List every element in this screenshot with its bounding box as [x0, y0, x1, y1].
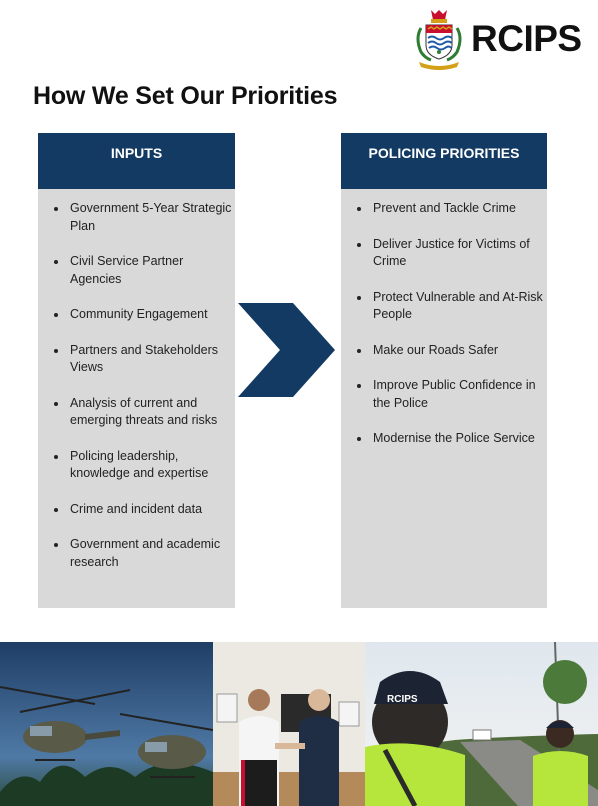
inputs-list	[38, 189, 235, 571]
list-item: • Prevent and Tackle Crime	[371, 200, 547, 218]
photo-strip	[0, 642, 598, 806]
list-item: • Make our Roads Safer	[371, 342, 547, 360]
traffic-officers-photo	[365, 642, 598, 806]
page-title: How We Set Our Priorities	[33, 82, 338, 110]
helicopters-photo	[0, 642, 213, 806]
priorities-heading: POLICING PRIORITIES	[341, 133, 547, 189]
list-item: • Crime and incident data	[68, 501, 235, 519]
priorities-list	[341, 189, 547, 448]
list-item: • Government and academic research	[68, 536, 235, 571]
brand-name: RCIPS	[471, 18, 582, 59]
list-item: • Analysis of current and emerging threats and risks	[68, 395, 235, 430]
rcips-logo	[413, 8, 582, 70]
list-item: • Protect Vulnerable and At-Risk People	[371, 289, 547, 324]
inputs-heading: INPUTS	[38, 133, 235, 189]
priorities-panel	[341, 133, 547, 608]
list-item: • Improve Public Confidence in the Police	[371, 377, 547, 412]
list-item: • Deliver Justice for Victims of Crime	[371, 236, 547, 271]
list-item: • Civil Service Partner Agencies	[68, 253, 235, 288]
chevron-right-icon	[238, 303, 336, 399]
coat-of-arms-crest-icon	[413, 8, 465, 70]
list-item: • Government 5-Year Strategic Plan	[68, 200, 235, 235]
list-item: • Modernise the Police Service	[371, 430, 547, 448]
inputs-panel	[38, 133, 235, 608]
handshake-photo	[213, 642, 365, 806]
list-item: • Community Engagement	[68, 306, 235, 324]
cap-badge-text: RCIPS	[387, 694, 418, 705]
list-item: • Policing leadership, knowledge and expertise	[68, 448, 235, 483]
list-item: • Partners and Stakeholders Views	[68, 342, 235, 377]
